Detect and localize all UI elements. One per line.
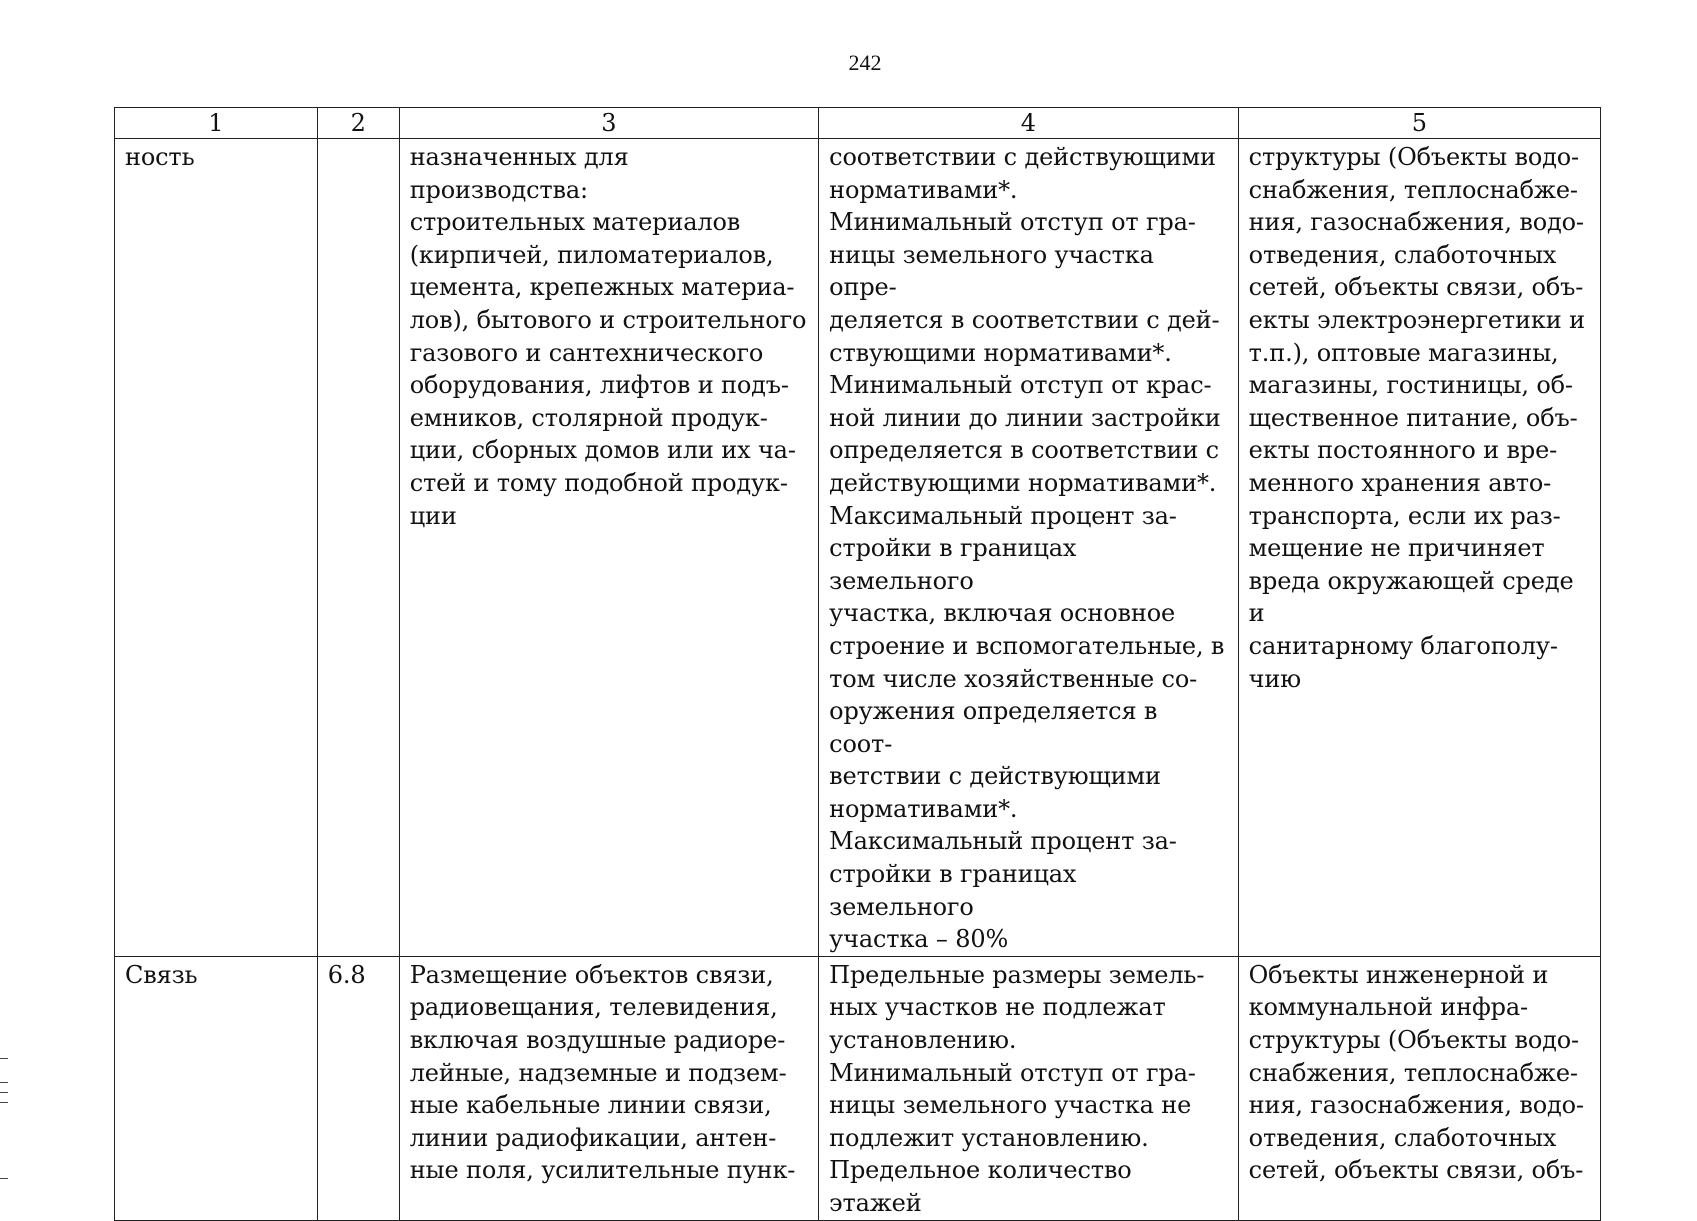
margin-mark: [0, 1058, 8, 1059]
cell-use-name: [115, 956, 318, 1220]
cell-code: [317, 956, 399, 1220]
cell-text: структуры (Объекты водо- снабжения, теплоснабже- ния, газоснабжения, водо- отведения, слаботочных сетей, объекты связи, объ- екты электроэнергетики и т.п.), оптовые магазины, магазины, гостиницы, об- щественное питание, объ- екты постоянного и вре- менного хранения авто- транспорта, если их раз- мещение не причиняет вреда окружающей среде и санитарному благополу- чию: [1248, 143, 1585, 693]
cell-text: соответствии с действующими нормативами*. Минимальный отступ от гра- ницы земельного участка опре- деляется в соответствии с дей- ствующими нормативами*. Минимальный отступ от крас- ной линии до линии застройки определяется в соответствии с действующими нормативами*. Максимальный процент за- стройки в границах земельного участка, включая основное строение и вспомогательные, в том числе хозяйственные со- оружения определяется в соот- ветствии с действующими нормативами*. Максимальный процент за- стройки в границах земельного участка – 80%: [829, 143, 1225, 954]
margin-mark: [0, 1092, 8, 1093]
margin-mark: [0, 1102, 8, 1103]
regulations-table: [114, 107, 1601, 1221]
table-row: [115, 956, 1601, 1220]
header-col-3: 3: [399, 108, 818, 139]
cell-auxiliary-uses: [1238, 139, 1600, 957]
cell-text: 6.8: [327, 960, 366, 989]
cell-parameters: [819, 139, 1238, 957]
cell-text: назначенных для производства: строительных материалов (кирпичей, пиломатериалов, цемента, крепежных материа- лов), бытового и строительного газового и сантехнического оборудования, лифтов и подъ- емников, столярной продук- ции, сборных домов или их ча- стей и тому подобной продук- ции: [409, 143, 807, 530]
cell-text: Предельные размеры земель- ных участков не подлежат установлению. Минимальный отступ от гра- ницы земельного участка не подлежит установлению. Предельное количество этажей: [829, 960, 1205, 1217]
header-col-2: 2: [317, 108, 399, 139]
cell-text: Связь: [125, 960, 198, 989]
cell-use-name: [115, 139, 318, 957]
table-header-row: [115, 108, 1601, 139]
margin-mark: [0, 1178, 8, 1179]
header-col-4: 4: [819, 108, 1238, 139]
header-col-1: 1: [115, 108, 318, 139]
cell-description: [399, 139, 818, 957]
cell-parameters: [819, 956, 1238, 1220]
margin-mark: [0, 1082, 8, 1083]
cell-code: [317, 139, 399, 957]
cell-auxiliary-uses: [1238, 956, 1600, 1220]
header-col-5: 5: [1238, 108, 1600, 139]
cell-description: [399, 956, 818, 1220]
cell-text: Размещение объектов связи, радиовещания, телевидения, включая воздушные радиоре- лейные, надземные и подзем- ные кабельные линии связи, линии радиофикации, антен- ные поля, усилительные пунк-: [409, 960, 796, 1185]
table-row: [115, 139, 1601, 957]
cell-text: ность: [125, 143, 195, 171]
cell-text: Объекты инженерной и коммунальной инфра- структуры (Объекты водо- снабжения, теплоснабже- ния, газоснабжения, водо- отведения, слаботочных сетей, объекты связи, объ-: [1248, 960, 1584, 1185]
page-number: 242: [848, 50, 882, 75]
